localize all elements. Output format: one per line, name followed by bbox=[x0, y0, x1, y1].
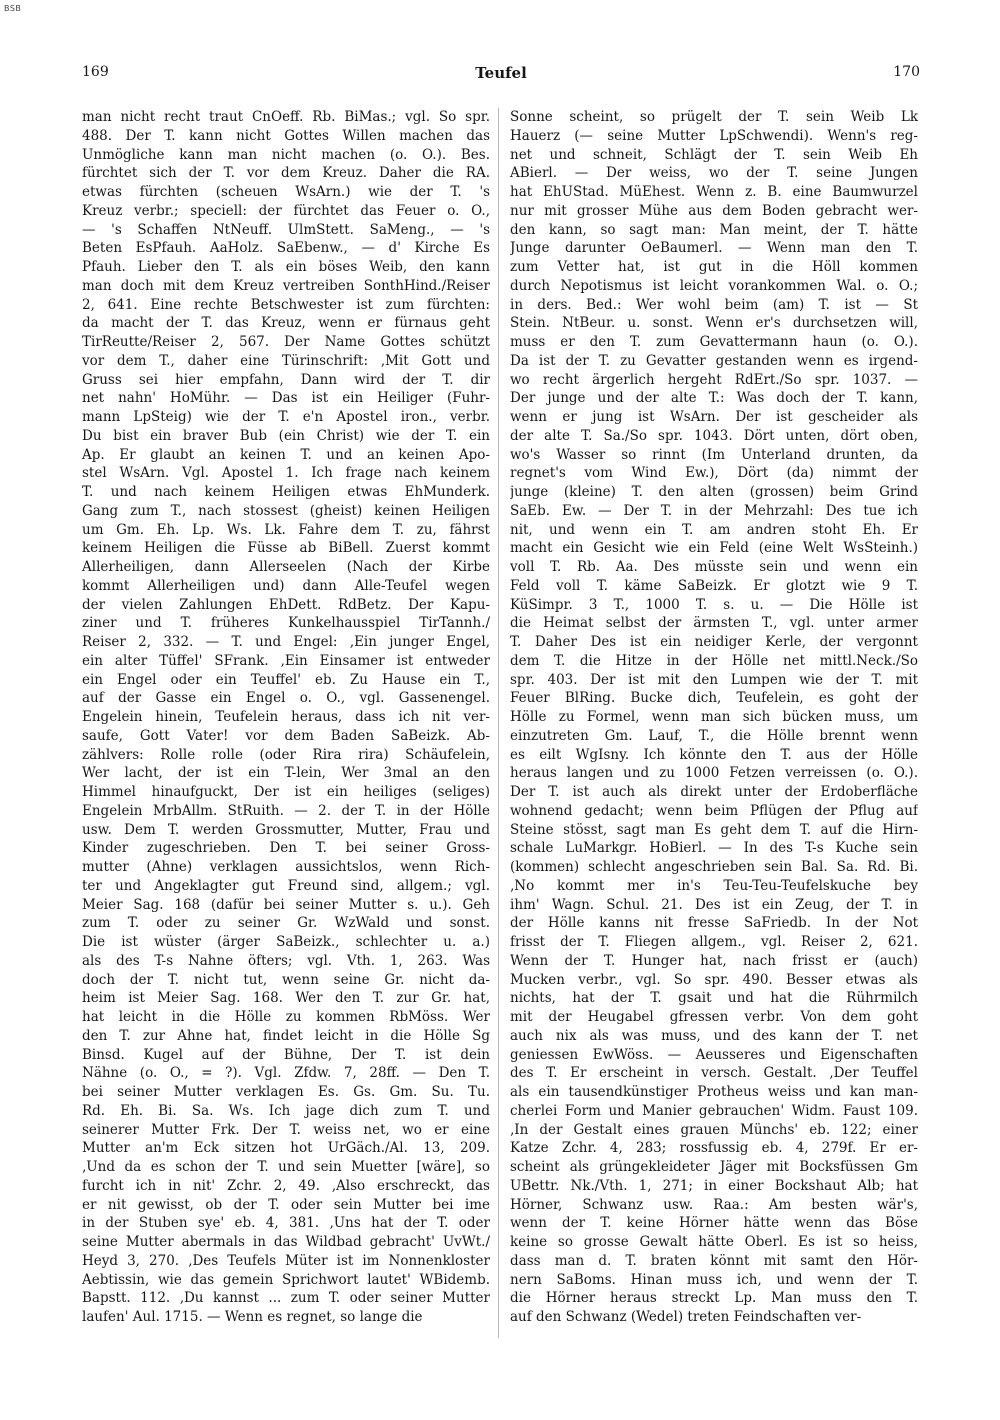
text-line: Der T. ist auch als direkt unter der Erdoberfläche bbox=[510, 784, 918, 800]
text-line: heim ist Meier Sag. 168. Wer den T. zur Gr. hat, bbox=[82, 990, 490, 1007]
text-line: Mutter an'm Eck sitzen hot UrGäch./Al. 13, 209. bbox=[82, 1140, 490, 1157]
text-line: Beten EsPfauh. AaHolz. SaEbenw., — d' Kirche Es bbox=[82, 240, 490, 257]
text-line: Feld voll T. käme SaBeizk. Er glotzt wie 9 T. bbox=[510, 577, 918, 594]
text-line: Pfauh. Lieber den T. als ein böses Weib, den kann bbox=[82, 259, 490, 275]
text-line: den T. zur Ahne hat, findet leicht in die Hölle Sg bbox=[82, 1027, 490, 1044]
text-line: Mucken verbr., vgl. So spr. 490. Besser etwas als bbox=[510, 971, 918, 988]
text-line: ‚No kommt mer in's Teu-Teu-Teufelskuche bey bbox=[510, 877, 918, 894]
text-line: wohnend gedacht; wenn beim Pflügen der Pflug auf bbox=[510, 802, 918, 819]
text-line: in der Stuben sye' eb. 4, 381. ‚Uns hat der T. oder bbox=[82, 1215, 490, 1232]
library-stamp: BSB bbox=[4, 4, 22, 13]
text-line: (kommen) schlecht angeschrieben sein Bal. Sa. Rd. Bi. bbox=[510, 859, 918, 875]
text-line: Wer lacht, der ist ein T-lein, Wer 3mal an den bbox=[82, 765, 490, 782]
text-line: net nahn' HoMühr. — Das ist ein Heiliger (Fuhr- bbox=[82, 390, 490, 407]
text-line: regnet's vom Wind Ew.), Dört (da) nimmt der bbox=[510, 465, 918, 482]
right-column bbox=[510, 108, 918, 1327]
text-line: T. Daher Des ist ein neidiger Kerle, der vergonnt bbox=[510, 634, 918, 650]
text-line: Wenn der T. Hunger hat, nach frisst er (auch) bbox=[510, 952, 918, 969]
text-line: um Gm. Eh. Lp. Ws. Lk. Fahre dem T. zu, fährst bbox=[82, 521, 490, 538]
text-line: Kinder zugeschrieben. Den T. bei seiner Gross- bbox=[82, 840, 490, 857]
text-line: nern SaBoms. Hinan muss ich, und wenn der T. bbox=[510, 1271, 918, 1288]
text-line: Unmögliche kann man nicht machen (o. O.). Bes. bbox=[82, 146, 490, 163]
text-line: laufen' Aul. 1715. — Wenn es regnet, so lange die bbox=[82, 1309, 423, 1325]
text-line: der alte T. Sa./So spr. 1043. Dört unten, dört oben, bbox=[510, 427, 918, 444]
text-line: er nit gewisst, ob der T. oder sein Mutter bei ime bbox=[82, 1196, 490, 1213]
text-line: man doch mit dem Kreuz vertreiben SonthHind./Reiser bbox=[82, 277, 490, 294]
text-line: hat EhUStad. MüEhest. Wenn z. B. eine Baumwurzel bbox=[510, 184, 918, 200]
text-line: mann LpSteig) wie der T. e'n Apostel iron., verbr. bbox=[82, 409, 490, 425]
text-line: Hölle zu Formel, wenn man sich bücken muss, um bbox=[510, 709, 918, 725]
text-line: ‚In der Gestalt eines grauen Münchs' eb. 122; einer bbox=[510, 1121, 918, 1138]
text-line: auf den Schwanz (Wedel) treten Feindschaften ver- bbox=[510, 1309, 862, 1325]
text-line: Hörner, Schwanz usw. Raa.: Am besten wär's, bbox=[510, 1196, 918, 1213]
text-line: Himmel hinaufguckt, Der ist ein heiliges (seliges) bbox=[82, 784, 490, 800]
text-line: ein alter Tüffel' SFrank. ‚Ein Einsamer ist entweder bbox=[82, 652, 490, 669]
headword-title: Teufel bbox=[475, 64, 527, 82]
text-line: Der junge und der alte T.: Was doch der T. kann, bbox=[510, 390, 918, 407]
text-line: KüSimpr. 3 T., 1000 T. s. u. — Die Hölle ist bbox=[510, 596, 918, 613]
text-line: Aebtissin, wie das gemein Sprichwort lautet' WBidemb. bbox=[82, 1271, 490, 1288]
text-line: furcht ich in nit' Zchr. 2, 49. ‚Also erschreckt, das bbox=[82, 1177, 490, 1194]
text-line: Gang zum T., nach stossest (gheist) keinen Heiligen bbox=[82, 502, 490, 519]
text-line: der vielen Zahlungen EhDett. RdBetz. Der Kapu- bbox=[82, 596, 490, 613]
text-line: auf der Gasse ein Engel o. O., vgl. Gassenengel. bbox=[82, 690, 490, 707]
text-line: stel WsArn. Vgl. Apostel 1. Ich frage nach keinem bbox=[82, 465, 490, 482]
text-line: TirReutte/Reiser 2, 567. Der Name Gottes schützt bbox=[82, 334, 490, 350]
text-line: doch der T. nicht tut, wenn seine Gr. nicht da- bbox=[82, 971, 490, 988]
text-line: Heyd 3, 270. ‚Des Teufels Müter ist im Nonnenkloster bbox=[82, 1252, 490, 1269]
text-line: Die ist wüster (ärger SaBeizk., schlechter u. a.) bbox=[82, 934, 490, 950]
text-line: — 's Schaffen NtNeuff. UlmStett. SaMeng., — 's bbox=[82, 221, 490, 238]
text-line: Kreuz verbr.; speciell: der fürchtet das Feuer o. O., bbox=[82, 202, 490, 219]
text-line: Du bist ein braver Bub (ein Christ) wie der T. ein bbox=[82, 427, 490, 444]
text-line: auch nix als was muss, und des kann der T. net bbox=[510, 1027, 918, 1044]
text-line: ihm' Wagn. Schul. 21. Des ist ein Zeug, der T. in bbox=[510, 896, 918, 913]
text-line: saufe, Gott Vater! vor dem Baden SaBeizk. Ab- bbox=[82, 727, 490, 744]
text-line: Ap. Er glaubt an keinen T. und an keinen Apo- bbox=[82, 446, 490, 463]
text-line: als des T-s Nahne öfters; vgl. Vth. 1, 263. Was bbox=[82, 952, 490, 969]
text-columns bbox=[82, 108, 920, 1348]
text-line: nichts, hat der T. gsait und hat die Rührmilch bbox=[510, 990, 918, 1007]
text-line: in ders. Bed.: Wer wohl beim (am) T. ist — St bbox=[510, 296, 918, 313]
text-line: cherlei Form und Manier gebrauchen' Widm. Faust 109. bbox=[510, 1102, 918, 1119]
text-line: Meier Sag. 168 (dafür bei seiner Mutter s. u.). Geh bbox=[82, 896, 490, 913]
text-line: zum Vetter hat, ist gut in die Höll kommen bbox=[510, 259, 918, 275]
text-line: net und schneit, Schlägt der T. sein Weib Eh bbox=[510, 146, 918, 163]
text-line: spr. 403. Der ist mit den Lumpen wie der T. mit bbox=[510, 671, 918, 688]
text-line: schale LuMarkgr. HoBierl. — In des T-s Kuche sein bbox=[510, 840, 918, 857]
text-line: seine Mutter abermals in das Wildbad gebracht' UvWt./ bbox=[82, 1234, 490, 1250]
text-line: Engelein MrbAllm. StRuith. — 2. der T. in der Hölle bbox=[82, 802, 490, 819]
text-line: da macht der T. das Kreuz, wenn er fürnaus geht bbox=[82, 315, 490, 332]
text-line: einzutreten Gm. Lauf, T., die Hölle brennt wenn bbox=[510, 727, 918, 744]
text-line: Gruss sei hier empfahn, Dann wird der T. dir bbox=[82, 371, 490, 388]
text-line: frisst der T. Fliegen allgem., vgl. Reiser 2, 621. bbox=[510, 934, 918, 950]
text-line: Rd. Eh. Bi. Sa. Ws. Ich jage dich zum T. und bbox=[82, 1102, 490, 1119]
text-line: Nähne (o. O., = ?). Vgl. Zfdw. 7, 28ff. — Den T. bbox=[82, 1065, 490, 1082]
text-line: Hauerz (— seine Mutter LpSchwendi). Wenn's reg- bbox=[510, 127, 918, 144]
text-line: Allerheiligen, dann Allerseelen (Nach der Kirbe bbox=[82, 559, 490, 575]
text-line: durch Nepotismus ist leicht vorankommen Wal. o. O.; bbox=[510, 277, 918, 294]
text-line: man nicht recht traut CnOeff. Rb. BiMas.; vgl. So spr. bbox=[82, 109, 490, 125]
text-line: 2, 641. Eine rechte Betschwester ist zum fürchten: bbox=[82, 296, 490, 313]
text-line: ter und Angeklagter gut Freund sind, allgem.; vgl. bbox=[82, 877, 490, 894]
text-line: T. und nach keinem Heiligen etwas EhMunderk. bbox=[82, 484, 490, 500]
text-line: macht ein Gesicht wie ein Feld (eine Welt WsSteinh.) bbox=[510, 540, 918, 557]
text-line: 488. Der T. kann nicht Gottes Willen machen das bbox=[82, 127, 490, 144]
text-line: Engelein hinein, Teufelein heraus, dass ich nit ver- bbox=[82, 709, 490, 725]
text-line: die Heimat selbst der ärmsten T., vgl. unter armer bbox=[510, 615, 918, 632]
text-line: Binsd. Kugel auf der Bühne, Der T. ist dein bbox=[82, 1046, 490, 1063]
text-line: keinem Heiligen die Füsse ab BiBell. Zuerst kommt bbox=[82, 540, 490, 557]
text-line: ziner und T. früheres Kunkelhausspiel TirTannh./ bbox=[82, 615, 490, 632]
text-line: Junge darunter OeBaumerl. — Wenn man den T. bbox=[510, 240, 918, 257]
page-header bbox=[82, 64, 920, 88]
text-line: Steine stösst, sagt man Es geht dem T. auf die Hirn- bbox=[510, 821, 918, 838]
text-line: kommt Allerheiligen und) dann Alle-Teufel wegen bbox=[82, 577, 490, 594]
text-line: ein Engel oder ein Teuffel' eb. Zu Hause ein T., bbox=[82, 671, 490, 688]
text-line: Stein. NtBeur. u. sonst. Wenn er's durchsetzen will, bbox=[510, 315, 918, 332]
text-line: die Hörner heraus streckt Lp. Man muss den T. bbox=[510, 1290, 918, 1307]
text-line: junge (kleine) T. den alten (grossen) beim Grind bbox=[510, 484, 918, 500]
text-line: wenn er jung ist WsArn. Der ist gescheider als bbox=[510, 409, 918, 425]
text-line: den kann, so sagt man: Man meint, der T. hätte bbox=[510, 221, 918, 238]
text-line: es eilt WgIsny. Ich könnte den T. aus der Hölle bbox=[510, 746, 918, 763]
text-line: fürchtet sich der T. vor dem Kreuz. Daher die RA. bbox=[82, 165, 490, 182]
text-line: etwas fürchten (scheuen WsArn.) wie der T. 's bbox=[82, 184, 490, 200]
text-line: wo recht ärgerlich hergeht RdErt./So spr. 1037. — bbox=[510, 371, 918, 388]
text-line: des T. Er erscheint in versch. Gestalt. ‚Der Teuffel bbox=[510, 1065, 918, 1082]
text-line: SaEb. Ew. — Der T. in der Mehrzahl: Des tue ich bbox=[510, 502, 918, 519]
text-line: UBettr. Nk./Vth. 1, 271; in einer Bockshaut Alb; hat bbox=[510, 1177, 918, 1194]
text-line: zählvers: Rolle rolle (oder Rira rira) Schäufelein, bbox=[82, 746, 490, 763]
text-line: seinerer Mutter Frk. Der T. weiss net, wo er eine bbox=[82, 1121, 490, 1138]
text-line: wenn der T. keine Hörner hätte wenn das Böse bbox=[510, 1215, 918, 1232]
text-line: usw. Dem T. werden Grossmutter, Mutter, Frau und bbox=[82, 821, 490, 838]
text-line: vor dem T., daher eine Türinschrift: ‚Mit Gott und bbox=[82, 352, 490, 369]
text-line: dem T. die Hitze in der Hölle net mittl.Neck./So bbox=[510, 652, 918, 669]
text-line: geniessen EwWöss. — Aeusseres und Eigenschaften bbox=[510, 1046, 918, 1063]
text-line: Reiser 2, 332. — T. und Engel: ‚Ein junger Engel, bbox=[82, 634, 490, 650]
text-line: heraus langen und zu 1000 Fetzen verreissen (o. O.). bbox=[510, 765, 918, 782]
column-divider bbox=[498, 108, 499, 1338]
page-number-left: 169 bbox=[82, 64, 109, 80]
text-line: muss er den T. zum Gevattermann haun (o. O.). bbox=[510, 334, 918, 350]
text-line: Da ist der T. zu Gevatter gestanden wenn es irgend- bbox=[510, 352, 918, 369]
text-line: keine so grosse Gewalt hätte Oberl. Es ist so heiss, bbox=[510, 1234, 918, 1250]
text-line: zum T. oder zu seiner Gr. WzWald und sonst. bbox=[82, 915, 490, 932]
text-line: wo's Wasser so rinnt (Im Unterland drunten, da bbox=[510, 446, 918, 463]
text-line: Sonne scheint, so prügelt der T. sein Weib Lk bbox=[510, 109, 918, 125]
text-line: als ein tausendkünstiger Protheus weiss und kan man- bbox=[510, 1084, 918, 1100]
text-line: ‚Und da es schon der T. und sein Muetter [wäre], so bbox=[82, 1159, 490, 1175]
text-line: mutter (Ahne) verklagen aussichtslos, wenn Rich- bbox=[82, 859, 490, 875]
text-line: ABierl. — Der weiss, wo der T. seine Jungen bbox=[510, 165, 918, 182]
text-line: Bapstt. 112. ‚Du kannst ... zum T. oder seiner Mutter bbox=[82, 1290, 490, 1307]
text-line: scheint als grüngekleideter Jäger mit Bocksfüssen Gm bbox=[510, 1159, 918, 1175]
text-line: mit der Heugabel gfressen verbr. Von dem goht bbox=[510, 1009, 918, 1025]
text-line: hat leicht in die Hölle zu kommen RbMöss. Wer bbox=[82, 1009, 490, 1025]
text-line: nur mit grosser Mühe aus dem Boden gebracht wer- bbox=[510, 202, 918, 219]
text-line: der Hölle kanns nit fresse SaFriedb. In der Not bbox=[510, 915, 918, 932]
left-column bbox=[82, 108, 490, 1327]
page-number-right: 170 bbox=[893, 64, 920, 80]
text-line: Feuer BlRing. Bucke dich, Teufelein, es goht der bbox=[510, 690, 918, 707]
text-line: Katze Zchr. 4, 283; rossfussig eb. 4, 279f. Er er- bbox=[510, 1140, 918, 1157]
text-line: nit, und wenn ein T. am andren stoht Eh. Er bbox=[510, 521, 918, 538]
text-line: dass man d. T. braten könnt mit samt den Hör- bbox=[510, 1252, 918, 1269]
text-line: voll T. Rb. Aa. Des müsste sein und wenn ein bbox=[510, 559, 918, 575]
text-line: bei seiner Mutter verklagen Es. Gs. Gm. Su. Tu. bbox=[82, 1084, 490, 1100]
